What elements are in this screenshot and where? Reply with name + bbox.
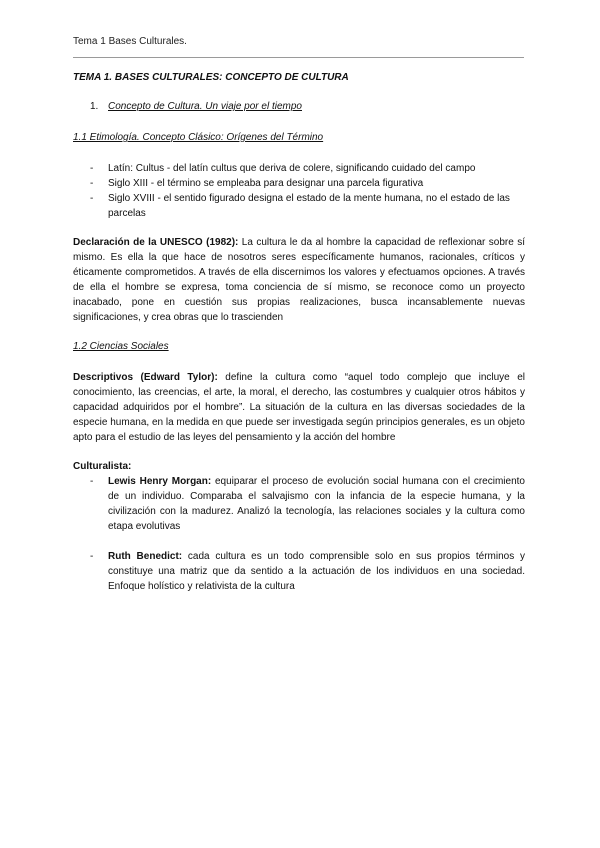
author-description: equiparar el proceso de evolución social humana con el crecimiento de un individuo. Comparaba el salvajismo con la infancia de la especie humana, y la civilización con la madurez. Analizó la tecnología, las relaciones sociales y la cultura como etapa evolutivas bbox=[108, 476, 525, 532]
list-item bbox=[73, 474, 525, 534]
page-header: Tema 1 Bases Culturales. bbox=[73, 36, 187, 47]
section-heading-1-2: 1.2 Ciencias Sociales bbox=[73, 341, 169, 352]
list-item-text: Siglo XIII - el término se empleaba para designar una parcela figurativa bbox=[108, 178, 424, 189]
tylor-label: Descriptivos (Edward Tylor): bbox=[73, 372, 218, 383]
culturalista-list bbox=[73, 474, 525, 594]
etymology-list bbox=[73, 161, 525, 221]
unesco-text: La cultura le da al hombre la capacidad de reflexionar sobre sí mismo. Es ella la que hace de nosotros seres específicamente humanos, racionales, críticos y éticamente comprometidos. A través de ella discernimos los valores y efectuamos opciones. A través de ella el hombre se expresa, toma conciencia de sí mismo, se reconoce como un proyecto inacabado, pone en cuestión sus propias realizaciones, busca incansablemente nuevas significaciones, y crea obras que lo trascienden bbox=[73, 237, 525, 323]
list-item bbox=[73, 176, 525, 191]
dash-marker: - bbox=[90, 178, 94, 189]
unesco-paragraph bbox=[73, 235, 525, 325]
dash-marker: - bbox=[90, 551, 94, 562]
list-item-text: Latín: Cultus - del latín cultus que deriva de colere, significando cuidado del campo bbox=[108, 163, 476, 174]
list-item bbox=[73, 191, 525, 221]
dash-marker: - bbox=[90, 476, 94, 487]
author-name: Lewis Henry Morgan: bbox=[108, 476, 212, 487]
tylor-paragraph bbox=[73, 370, 525, 445]
numbered-item-1 bbox=[90, 99, 525, 114]
section-heading-1-1: 1.1 Etimología. Concepto Clásico: Orígenes del Término bbox=[73, 132, 324, 143]
dash-marker: - bbox=[90, 193, 94, 204]
header-divider bbox=[73, 57, 524, 58]
author-name: Ruth Benedict: bbox=[108, 551, 183, 562]
item-number: 1. bbox=[90, 101, 99, 112]
item-text: Concepto de Cultura. Un viaje por el tiempo bbox=[108, 101, 302, 112]
culturalista-heading: Culturalista: bbox=[73, 461, 132, 472]
tylor-text: define la cultura como “aquel todo complejo que incluye el conocimiento, las creencias, el arte, la moral, el derecho, las costumbres y cualquier otros hábitos y capacidad adquiridos por el hombre”. La situación de la cultura en las diversas sociedades de la especie humana, en la medida en que puede ser investigada según principios generales, es un objeto apto para el estudio de las leyes del pensamiento y la acción del hombre bbox=[73, 372, 525, 443]
list-item bbox=[73, 161, 525, 176]
dash-marker: - bbox=[90, 163, 94, 174]
list-item bbox=[73, 549, 525, 594]
document-body bbox=[73, 70, 525, 609]
document-title: TEMA 1. BASES CULTURALES: CONCEPTO DE CULTURA bbox=[73, 72, 349, 83]
list-item-text: Siglo XVIII - el sentido figurado designa el estado de la mente humana, no el estado de las parcelas bbox=[108, 193, 510, 219]
author-description: cada cultura es un todo comprensible solo en sus propios términos y constituye una matriz que da sentido a la actuación de los individuos en una sociedad. Enfoque holístico y relativista de la cultura bbox=[108, 551, 525, 592]
unesco-label: Declaración de la UNESCO (1982): bbox=[73, 237, 239, 248]
